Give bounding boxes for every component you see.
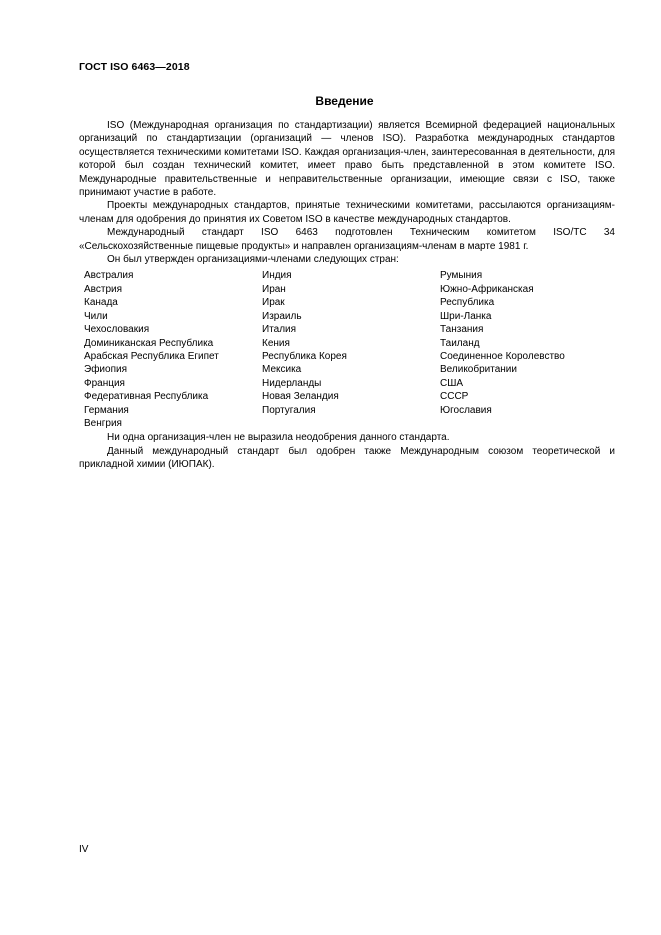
country-item: Мексика [262, 364, 302, 376]
country-item: Индия [262, 270, 292, 282]
country-item: Танзания [440, 324, 484, 336]
country-item: США [440, 377, 464, 389]
country-item: Канада [84, 297, 118, 309]
country-item: Шри-Ланка [440, 310, 492, 322]
page-number: IV [79, 844, 89, 855]
document-code: ГОСТ ISO 6463—2018 [79, 61, 190, 73]
countries-column-1 [84, 269, 262, 430]
country-item: Румыния [440, 270, 483, 282]
country-item: Иран [262, 283, 286, 295]
country-item: Доминиканская Республика [84, 337, 214, 349]
country-item: Эфиопия [84, 364, 127, 376]
country-item: Соединенное Королевство [440, 350, 565, 362]
country-item: Кения [262, 337, 290, 349]
paragraph-draft-standards: Проекты международных стандартов, принятые техническими комитетами, рассылаются организациям-членам для одобрения до принятия их Советом ISO в качестве международных стандартов. [79, 200, 615, 225]
paragraph-iupac-approval: Данный международный стандарт был одобрен также Международным союзом теоретической и прикладной химии (ИЮПАК). [79, 445, 615, 471]
section-title: Введение [315, 94, 374, 108]
paragraph-iso-intro: ISO (Международная организация по стандартизации) является Всемирной федерацией национальных организаций по стандартизации (организаций — членов ISO). Разработка международных стандартов осуществляется техническими комитетами ISO. Каждая организация-член, заинтересованная в деятельности, для которой был создан технический комитет, имеет право быть представленной в этом комитете ISO. Международные правительственные и неправительственные организации, имеющие связи с ISO, также принимают участие в работе. [79, 120, 615, 199]
countries-column-2 [262, 269, 440, 430]
country-item: Республика [440, 297, 495, 309]
country-item: Таиланд [440, 337, 480, 349]
paragraph-no-disapproval: Ни одна организация-член не выразила неодобрения данного стандарта. [107, 432, 450, 444]
country-item: Ирак [262, 297, 285, 309]
country-item: СССР [440, 391, 469, 403]
country-item: Германия [84, 404, 129, 416]
countries-list [84, 269, 615, 430]
countries-column-3 [440, 269, 610, 430]
country-item: Нидерланды [262, 377, 322, 389]
country-item: Южно-Африканская [440, 283, 534, 295]
document-body [79, 119, 615, 472]
country-item: Новая Зеландия [262, 391, 339, 403]
country-item: Венгрия [84, 417, 122, 429]
country-item: Италия [262, 324, 297, 336]
country-item: Чили [84, 310, 108, 322]
country-item: Австрия [84, 283, 123, 295]
country-item: Великобритании [440, 364, 517, 376]
paragraph-standard-origin: Международный стандарт ISO 6463 подготовлен Техническим комитетом ISO/TC 34 «Сельскохозяйственные пищевые продукты» и направлен организациям-членам в марте 1981 г. [79, 227, 615, 252]
country-item: Чехословакия [84, 324, 150, 336]
country-item: Республика Корея [262, 350, 347, 362]
country-item: Израиль [262, 310, 302, 322]
country-item: Арабская Республика Египет [84, 350, 219, 362]
country-item: Федеративная Республика [84, 391, 209, 403]
paragraph-approval-intro: Он был утвержден организациями-членами следующих стран: [107, 254, 399, 266]
country-item: Югославия [440, 404, 492, 416]
country-item: Австралия [84, 270, 134, 282]
country-item: Франция [84, 377, 125, 389]
country-item: Португалия [262, 404, 316, 416]
